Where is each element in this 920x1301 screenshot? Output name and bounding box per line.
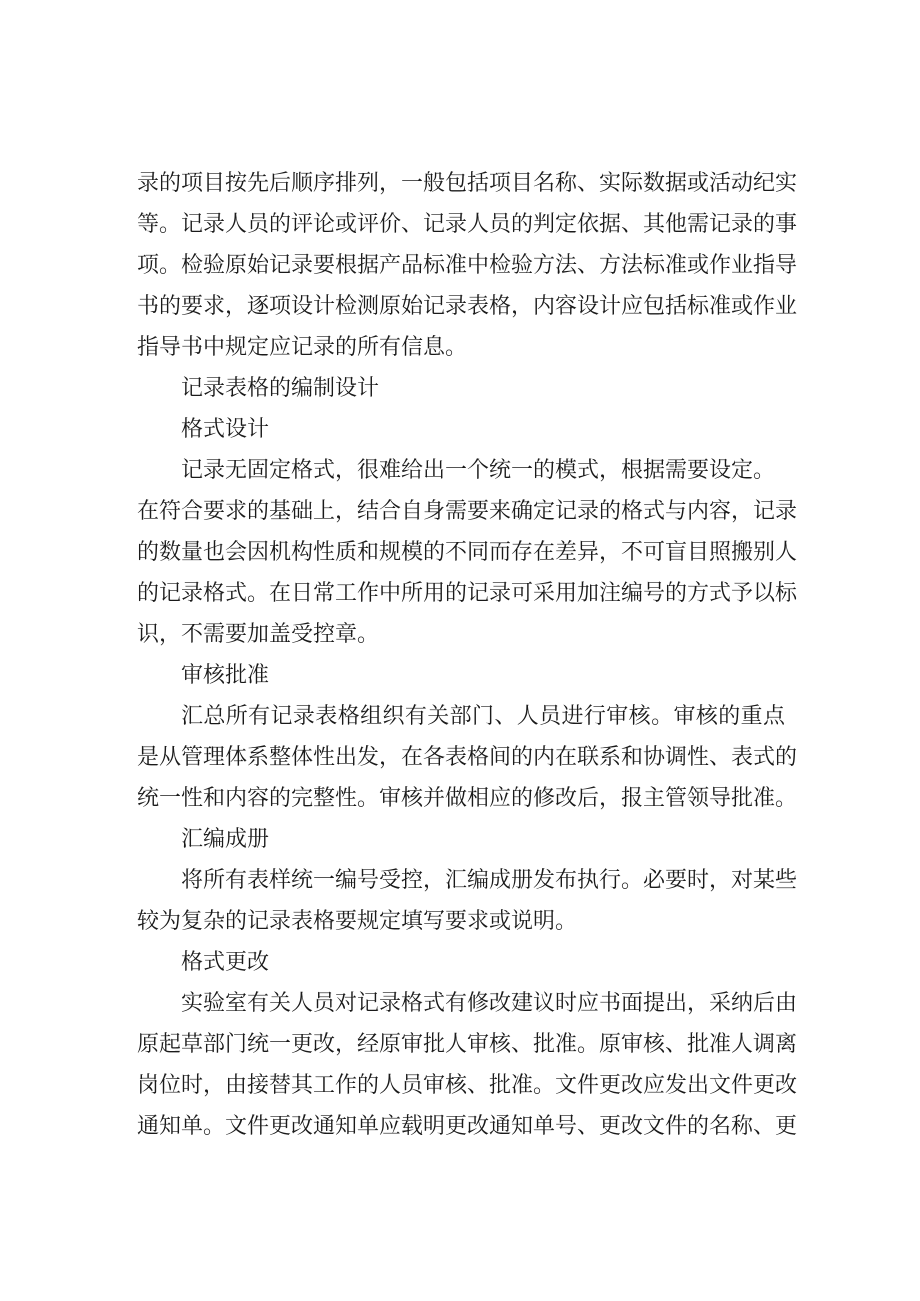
paragraph-line: 在符合要求的基础上，结合自身需要来确定记录的格式与内容，记录 [137, 499, 798, 524]
section-heading-record-form-design: 记录表格的编制设计 [181, 376, 380, 401]
paragraph-line: 是从管理体系整体性出发，在各表格间的内在联系和协调性、表式的 [137, 745, 798, 770]
paragraph-line: 岗位时，由接替其工作的人员审核、批准。文件更改应发出文件更改 [137, 1073, 798, 1098]
paragraph-line: 较为复杂的记录表格要规定填写要求或说明。 [137, 909, 578, 934]
paragraph-line: 的数量也会因机构性质和规模的不同而存在差异，不可盲目照搬别人 [137, 540, 798, 565]
paragraph-line: 记录无固定格式，很难给出一个统一的模式，根据需要设定。 [181, 458, 776, 483]
paragraph-line: 书的要求，逐项设计检测原始记录表格，内容设计应包括标准或作业 [137, 294, 798, 319]
paragraph-line: 录的项目按先后顺序排列，一般包括项目名称、实际数据或活动纪实 [137, 171, 798, 196]
section-heading-review-approval: 审核批准 [181, 663, 270, 688]
section-heading-format-design: 格式设计 [181, 417, 270, 442]
paragraph-line: 项。检验原始记录要根据产品标准中检验方法、方法标准或作业指导 [137, 253, 798, 278]
section-heading-compile-volume: 汇编成册 [181, 827, 270, 852]
paragraph-line: 指导书中规定应记录的所有信息。 [137, 335, 468, 360]
paragraph-line: 将所有表样统一编号受控，汇编成册发布执行。必要时，对某些 [181, 868, 798, 893]
paragraph-line: 实验室有关人员对记录格式有修改建议时应书面提出，采纳后由 [181, 991, 798, 1016]
paragraph-line: 统一性和内容的完整性。审核并做相应的修改后，报主管领导批准。 [137, 786, 798, 811]
paragraph-line: 汇总所有记录表格组织有关部门、人员进行审核。审核的重点 [181, 704, 785, 729]
paragraph-line: 通知单。文件更改通知单应载明更改通知单号、更改文件的名称、更 [137, 1114, 798, 1139]
paragraph-line: 原起草部门统一更改，经原审批人审核、批准。原审核、批准人调离 [137, 1032, 798, 1057]
paragraph-line: 的记录格式。在日常工作中所用的记录可采用加注编号的方式予以标 [137, 581, 798, 606]
section-heading-format-change: 格式更改 [181, 950, 270, 975]
paragraph-line: 等。记录人员的评论或评价、记录人员的判定依据、其他需记录的事 [137, 212, 798, 237]
paragraph-line: 识，不需要加盖受控章。 [137, 622, 380, 647]
